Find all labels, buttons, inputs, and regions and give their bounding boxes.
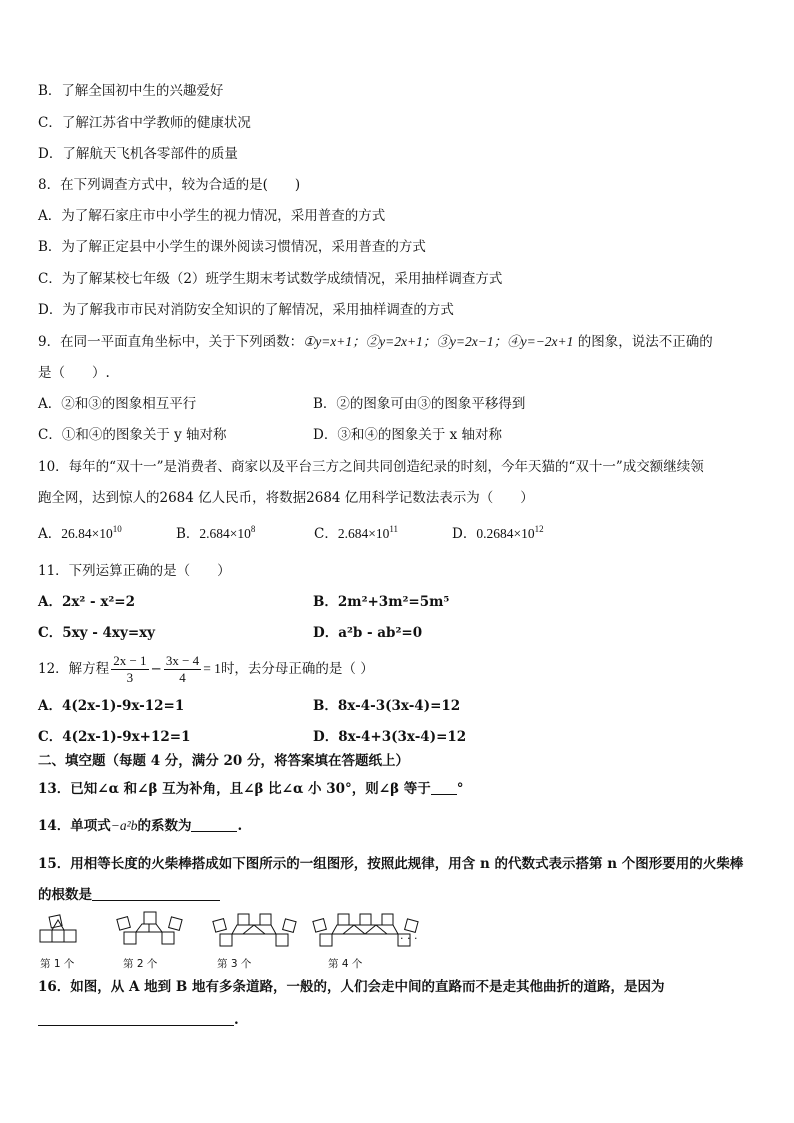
q12-option-d: D．8x-4+3(3x-4)=12 bbox=[313, 729, 467, 745]
q15-caption-3: 第 3 个 bbox=[217, 958, 252, 970]
q11-option-b: B．2m²+3m²=5m⁵ bbox=[313, 594, 450, 610]
q8-option-b: B．为了解正定县中小学生的课外阅读习惯情况，采用普查的方式 bbox=[38, 239, 426, 255]
q16-answer-blank[interactable] bbox=[38, 1011, 234, 1026]
q15-caption-2: 第 2 个 bbox=[123, 958, 158, 970]
q13 bbox=[38, 780, 464, 798]
q12-stem-pre: 12．解方程 bbox=[38, 661, 110, 677]
q10-option-c-coef: 2.684×10 bbox=[337, 526, 390, 541]
q10-option-a-coef: 26.84×10 bbox=[61, 526, 113, 541]
q15-caption-4: 第 4 个 bbox=[328, 958, 363, 970]
q13-answer-blank[interactable] bbox=[431, 780, 457, 795]
matchstick-pattern-2 bbox=[117, 912, 182, 944]
q12-equals: = 1 bbox=[203, 661, 221, 676]
q13-text: 13．已知∠α 和∠β 互为补角，且∠β 比∠α 小 30°，则∠β 等于 bbox=[38, 781, 431, 797]
q12-minus: − bbox=[150, 661, 162, 677]
q9-stem-line2: 是（ ）. bbox=[38, 365, 110, 381]
q10-option-d bbox=[452, 525, 544, 543]
q12-fraction-1-numerator: 2x − 1 bbox=[113, 653, 147, 668]
q10-option-d-exp: 12 bbox=[534, 524, 544, 534]
q14-post: 的系数为 bbox=[137, 818, 192, 834]
q8-option-a: A．为了解石家庄市中小学生的视力情况，采用普查的方式 bbox=[38, 208, 386, 224]
q10-stem-line2: 跑全网，达到惊人的2684 亿人民币，将数据2684 亿用科学记数法表示为（ ） bbox=[38, 490, 534, 506]
q12-option-b: B．8x-4-3(3x-4)=12 bbox=[313, 698, 461, 714]
q15-line2-text: 的根数是 bbox=[38, 887, 92, 903]
q10-option-d-coef: 0.2684×10 bbox=[476, 526, 535, 541]
q10-option-c bbox=[314, 525, 398, 543]
q10-option-a bbox=[38, 525, 122, 543]
q16-line1: 16．如图，从 A 地到 B 地有多条道路，一般的，人们会走中间的直路而不是走其他曲折的道路，是因为 bbox=[38, 979, 665, 995]
q14-pre: 14．单项式 bbox=[38, 818, 111, 834]
q7-option-b: B．了解全国初中生的兴趣爱好 bbox=[38, 83, 224, 99]
q8-option-d: D．为了解我市市民对消防安全知识的了解情况，采用抽样调查的方式 bbox=[38, 302, 454, 318]
q9-option-d: D．③和④的图象关于 x 轴对称 bbox=[313, 427, 503, 443]
q12-fraction-1-denominator: 3 bbox=[126, 670, 134, 685]
q11-option-d: D．a²b - ab²=0 bbox=[313, 625, 423, 641]
q15-ellipsis: · · · bbox=[400, 932, 418, 945]
q9-stem-pre: 9．在同一平面直角坐标中，关于下列函数： bbox=[38, 334, 304, 350]
q14-answer-blank[interactable] bbox=[191, 817, 237, 832]
q15-caption-1: 第 1 个 bbox=[40, 958, 75, 970]
q12-fraction-1 bbox=[111, 653, 148, 686]
q10-option-b-coef: 2.684×10 bbox=[199, 526, 251, 541]
q14-end: . bbox=[237, 818, 243, 834]
q9-option-c: C．①和④的图象关于 y 轴对称 bbox=[38, 427, 227, 443]
q12-option-a: A．4(2x-1)-9x-12=1 bbox=[38, 698, 185, 714]
section-2-title: 二、填空题（每题 4 分，满分 20 分，将答案填在答题纸上） bbox=[38, 753, 409, 769]
q10-option-c-label: C． bbox=[314, 526, 338, 542]
q12-fraction-2-numerator: 3x − 4 bbox=[165, 653, 200, 668]
q10-option-c-exp: 11 bbox=[389, 524, 399, 534]
q9-stem bbox=[38, 333, 713, 351]
q12-option-c: C．4(2x-1)-9x+12=1 bbox=[38, 729, 191, 745]
q10-option-d-label: D． bbox=[452, 526, 477, 542]
q15-line1: 15．用相等长度的火柴棒搭成如下图所示的一组图形，按照此规律，用含 n 的代数式表示搭第 n 个图形要用的火柴棒 bbox=[38, 856, 744, 872]
q10-stem-line1: 10．每年的“双十一”是消费者、商家以及平台三方之间共同创造纪录的时刻，今年天猫的“双十一”成交额继续领 bbox=[38, 459, 704, 475]
matchstick-pattern-1 bbox=[40, 915, 76, 942]
q9-option-a: A．②和③的图象相互平行 bbox=[38, 396, 197, 412]
q11-option-c: C．5xy - 4xy=xy bbox=[38, 625, 156, 641]
q12-fraction-2 bbox=[164, 653, 201, 686]
q10-option-b bbox=[176, 525, 255, 543]
q12-stem bbox=[38, 652, 374, 688]
q12-fraction-2-denominator: 4 bbox=[179, 670, 186, 685]
q11-stem: 11．下列运算正确的是（ ） bbox=[38, 563, 231, 579]
q15-answer-blank[interactable] bbox=[92, 886, 220, 901]
q12-stem-post: 时，去分母正确的是（ ） bbox=[220, 661, 374, 677]
q16-end: . bbox=[234, 1012, 239, 1028]
q13-suffix: ° bbox=[456, 781, 464, 797]
q7-option-c: C．了解江苏省中学教师的健康状况 bbox=[38, 115, 251, 131]
q10-option-a-label: A． bbox=[38, 526, 62, 542]
q9-function-4: ④y=−2x+1 bbox=[507, 334, 574, 349]
q8-option-c: C．为了解某校七年级（2）班学生期末考试数学成绩情况，采用抽样调查方式 bbox=[38, 271, 503, 287]
q9-function-1: ①y=x+1； bbox=[303, 334, 366, 349]
q11-option-a: A．2x² - x²=2 bbox=[38, 594, 135, 610]
q14-expression: −a²b bbox=[110, 818, 138, 833]
q9-option-b: B．②的图象可由③的图象平移得到 bbox=[313, 396, 526, 412]
q10-option-b-exp: 8 bbox=[250, 524, 256, 534]
q9-function-2: ②y=2x+1； bbox=[365, 334, 437, 349]
q14 bbox=[38, 817, 242, 835]
q9-stem-post: 的图象，说法不正确的 bbox=[577, 334, 713, 350]
q7-option-d: D．了解航天飞机各零部件的质量 bbox=[38, 146, 238, 162]
q16-line2 bbox=[38, 1011, 239, 1029]
q9-function-3: ③y=2x−1； bbox=[436, 334, 508, 349]
q10-option-a-exp: 10 bbox=[112, 524, 122, 534]
q8-stem: 8．在下列调查方式中，较为合适的是( ) bbox=[38, 177, 301, 193]
q10-option-b-label: B． bbox=[176, 526, 200, 542]
q15-line2 bbox=[38, 886, 220, 904]
matchstick-pattern-3 bbox=[213, 914, 296, 946]
